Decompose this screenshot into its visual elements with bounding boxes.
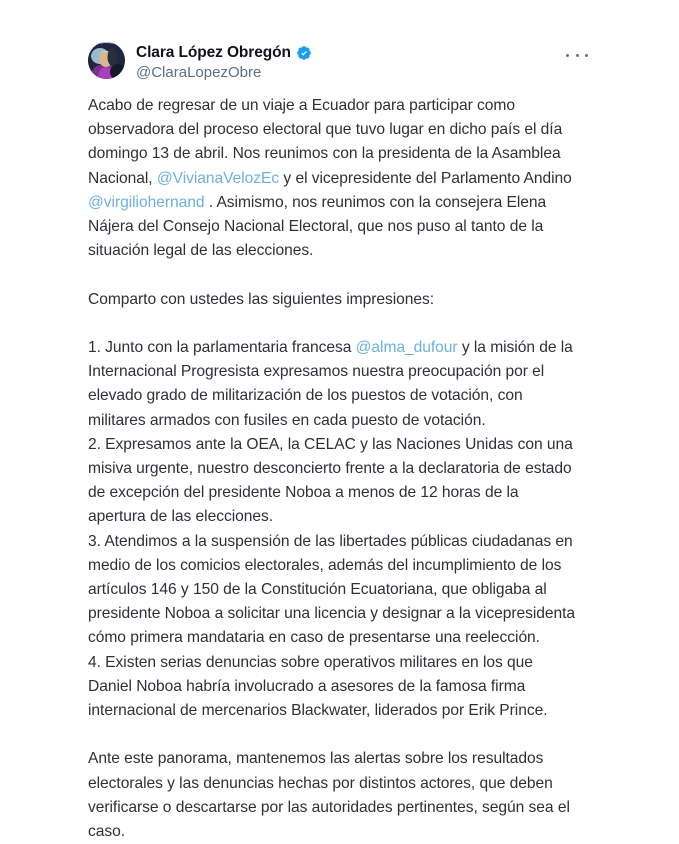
author-handle[interactable]: @ClaraLopezObre bbox=[136, 64, 262, 81]
mention-link-vivianavelozec[interactable]: @VivianaVelozEc bbox=[156, 169, 280, 187]
author-identity bbox=[136, 42, 312, 83]
more-dot-3 bbox=[585, 54, 588, 57]
tweet-paragraph-lead-in: Comparto con ustedes las siguientes impresiones: bbox=[88, 290, 435, 308]
tweet-paragraph-point-4: 4. Existen serias denuncias sobre operativos militares en los que Daniel Noboa habría involucrado a asesores de la famosa firma internacional de mercenarios Blackwater, liderados por Erik Prince. bbox=[88, 653, 548, 720]
verified-check-icon bbox=[296, 45, 312, 61]
tweet-text-body bbox=[88, 94, 578, 844]
mention-link-virgiliohernand[interactable]: @virgiliohernand bbox=[88, 193, 205, 211]
more-dot-2 bbox=[576, 54, 579, 57]
avatar[interactable] bbox=[88, 42, 125, 79]
author-display-name: Clara López Obregón bbox=[136, 44, 291, 61]
more-dot-1 bbox=[566, 54, 569, 57]
tweet-paragraph-point-1: 1. Junto con la parlamentaria francesa @alma_dufour y la misión de la Internacional Progresista expresamos nuestra preocupación por el elevado grado de militarización de los puestos de votación, con militares armados con fusiles en cada puesto de votación. bbox=[88, 339, 573, 429]
tweet-paragraph-intro: Acabo de regresar de un viaje a Ecuador para participar como observadora del proceso electoral que tuvo lugar en dicho país el día domingo 13 de abril. Nos reunimos con la presidenta de la Asamblea Nacional, @VivianaVelozEc y el vicepresidente del Parlamento Andino @virgiliohernand . Asimismo, nos reunimos con la consejera Elena Nájera del Consejo Nacional Electoral, que nos puso al tanto de la situación legal de las elecciones. bbox=[88, 97, 572, 260]
mention-link-alma_dufour[interactable]: @alma_dufour bbox=[355, 339, 458, 356]
more-options-horizontal-icon[interactable] bbox=[566, 47, 588, 63]
tweet-paragraph-point-3: 3. Atendimos a la suspensión de las libertades públicas ciudadanas en medio de los comicios electorales, además del incumplimiento de los artículos 146 y 150 de la Constitución Ecuatoriana, que obligaba al presidente Noboa a solicitar una licencia y designar a la vicepresidenta cómo primera mandataria en caso de presentarse una reelección. bbox=[88, 532, 576, 647]
author-name-row[interactable] bbox=[136, 43, 312, 62]
tweet-paragraph-closing: Ante este panorama, mantenemos las alertas sobre los resultados electorales y las denuncias hechas por distintos actores, que deben verificarse o descartarse por las autoridades pertinentes, según sea el caso. bbox=[88, 750, 570, 841]
tweet-paragraph-point-2: 2. Expresamos ante la OEA, la CELAC y las Naciones Unidas con una misiva urgente, nuestro desconcierto frente a la declaratoria de estado de excepción del presidente Noboa a menos de 12 horas de la apertura de las elecciones. bbox=[88, 435, 573, 526]
